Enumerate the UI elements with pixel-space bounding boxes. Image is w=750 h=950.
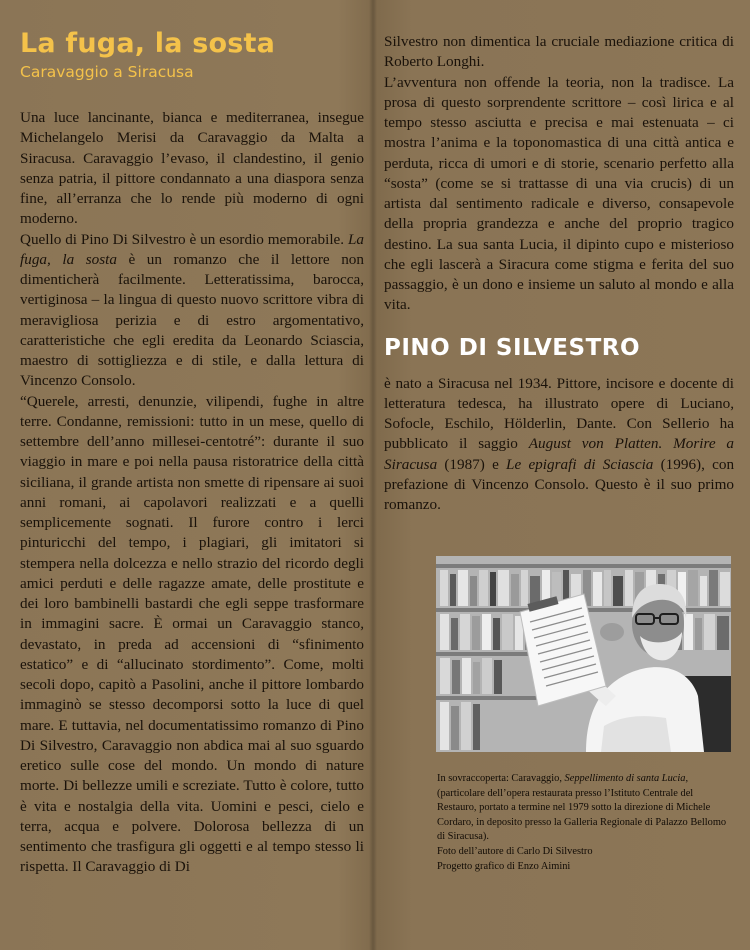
synopsis-paragraph-4: Silvestro non dimentica la cruciale mediazione critica di Roberto Longhi. [384, 33, 734, 71]
author-heading: PINO DI SILVESTRO [384, 334, 641, 361]
synopsis-text: Una luce lancinante, bianca e mediterranea, insegue Michelangelo Merisi da Caravaggio da Malta a Siracusa. Caravaggio l’evaso, il clandestino, il genio senza patria, il pittore condannato a una diaspora senza fine, all’erranza che lo rende più moderno di ogni moderno. [20, 109, 364, 228]
author-photo [436, 556, 731, 752]
bio-title-italic: August von Platten. Morire a Siracusa [384, 435, 735, 473]
synopsis-paragraph-3: “Querele, arresti, denunzie, vilipendi, fughe in altre terre. Condanne, remissioni: tutto in un mese, quello di settembre dell’anno millesei-centotré”: durante il suo viaggio in mare e poi nella pausa ristoratrice della città siciliana, il grande artista non smette di ripensare ai suoi anni romani, ai capolavori realizzati e a quelli semplicemente sognati. Il furore contro i lerci pinturicchi del tempo, i plagiari, gli imitatori si stempera nella dolcezza e nello strazio del ricordo degli amici perduti e delle ragazze amate, delle prostitute e dei loro bambinelli bastardi che egli seppe trasformare in immagini sacre. È ormai un Caravaggio stanco, devastato, in preda ad accensioni di “sfinimento estatico” e di “allucinato stordimento”. Come, molti secoli dopo, capitò a Pasolini, anche il pittore lombardo immaginò se stesso decomporsi sotto la luce di quel mare. E tuttavia, nel documentatissimo romanzo di Pino Di Silvestro, Caravaggio non abdica mai al suo sguardo eretico sulle cose del mondo. Un mondo di nature morte. Di bellezze umili e screziate. Tutto è colore, tutto è vita e nostalgia della vita. Uomini e pesci, cielo e terra, acqua e polvere. Dolorosa bellezza di un sentimento che trasfigura gli oggetti e al tempo stesso li rispetta. Il Caravaggio di Di [20, 392, 364, 876]
design-credit: Progetto grafico di Enzo Aimini [437, 860, 571, 872]
caption-text: In sovraccoperta: Caravaggio, [437, 773, 562, 784]
bio-title-italic: Le epigrafi di Sciascia [506, 455, 654, 473]
caption-line: (particolare dell’opera restaurata presso l’Istituto Centrale del Restauro, portato a termine nel 1979 sotto la direzione di Michele Cordaro, in deposito presso la Galleria Regionale di Palazzo Bellomo di Siracusa). [437, 787, 727, 843]
author-photo-image [436, 556, 731, 752]
synopsis-text: è un romanzo che il lettore non dimenticherà facilmente. Letteratissima, barocca, vertiginosa – la lingua di questo nuovo scrittore vibra di meravigliosa perizia e di estro argomentativo, caratteristiche che egli eredita da Leonardo Sciascia, maestro di sottigliezza e di stile, e dalla lettura di Vincenzo Consolo. [20, 250, 364, 390]
bio-text: (1996), con prefazione di Vincenzo Consolo. Questo è il suo primo romanzo. [384, 455, 735, 513]
bio-text: è nato a Siracusa nel 1934. Pittore, incisore e docente di letteratura tedesca, ha illustrato opere di Luciano, Sofocle, Eschilo, Hölderlin, Dante. Con Sellerio ha pubblicato il saggio [384, 374, 734, 453]
synopsis-paragraph-2 [20, 230, 364, 392]
author-bio [384, 374, 734, 516]
book-subtitle: Caravaggio a Siracusa [20, 63, 194, 81]
caption-line [437, 772, 732, 787]
caption-artwork-title: Seppellimento di santa Lucia, [564, 773, 689, 784]
synopsis-text: Quello di Pino Di Silvestro è un esordio memorabile. [20, 230, 345, 248]
page-fold [369, 0, 377, 950]
synopsis-paragraph-1 [20, 108, 364, 230]
synopsis-paragraph-5: L’avventura non offende la teoria, non la tradisce. La prosa di questo sorprendente scrittore – così lirica e al tempo stesso asciutta e precisa e mai estenuata – ci mostra l’anima e la toponomastica di una città antica e perduta, ricca di umori e di storie, scenario perfetto alla “sosta” (come se si trattasse di una via crucis) di un artista dal sentimento radicale e diverso, consapevole della propria grandezza e anche del proprio tragico destino. La sua santa Lucia, il dipinto cupo e misterioso che egli lascerà a Siracura come stigma e ferita del suo passaggio, è un dono e insieme un saluto al mondo e alla vita. [384, 73, 734, 314]
right-column [384, 32, 734, 515]
cover-caption [437, 772, 732, 874]
bio-text: (1987) e [444, 455, 499, 473]
book-title-italic: La fuga, la sosta [20, 230, 364, 268]
book-title: La fuga, la sosta [20, 28, 276, 59]
left-column [20, 28, 364, 878]
photo-credit: Foto dell’autore di Carlo Di Silvestro [437, 845, 593, 857]
